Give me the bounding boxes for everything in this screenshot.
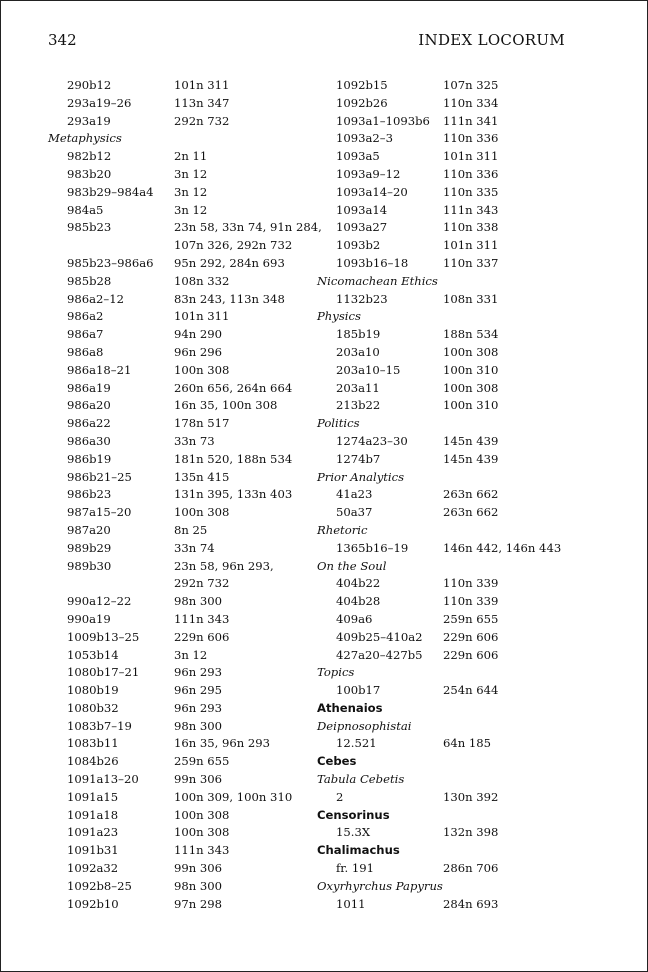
page-reference: 23n 58, 33n 74, 91n 284, bbox=[174, 220, 322, 235]
page-reference: 178n 517 bbox=[174, 416, 230, 431]
locus: 983b29–984a4 bbox=[67, 184, 154, 199]
page-reference: 96n 293 bbox=[174, 700, 223, 715]
index-entry bbox=[48, 682, 308, 700]
index-entry bbox=[48, 558, 308, 576]
index-entry bbox=[48, 415, 308, 433]
author-heading bbox=[317, 807, 617, 825]
author-heading bbox=[317, 842, 617, 860]
page-reference: 229n 606 bbox=[443, 629, 499, 644]
locus: 100b17 bbox=[336, 683, 381, 698]
index-entry bbox=[48, 273, 308, 291]
index-entry bbox=[317, 486, 617, 504]
page-reference: 94n 290 bbox=[174, 327, 223, 342]
page-reference: 2n 11 bbox=[174, 149, 208, 164]
page-reference: 97n 298 bbox=[174, 896, 223, 911]
index-entry bbox=[317, 789, 617, 807]
index-entry bbox=[48, 237, 308, 255]
locus: 986a2–12 bbox=[67, 291, 124, 306]
index-entry bbox=[317, 344, 617, 362]
locus: 982b12 bbox=[67, 149, 112, 164]
index-entry bbox=[48, 575, 308, 593]
locus: 1083b11 bbox=[67, 736, 119, 751]
locus: 213b22 bbox=[336, 398, 381, 413]
locus: 1053b14 bbox=[67, 647, 119, 662]
locus: 185b19 bbox=[336, 327, 381, 342]
author-name: Censorinus bbox=[317, 807, 390, 822]
locus: 986a19 bbox=[67, 380, 111, 395]
index-entry bbox=[317, 380, 617, 398]
locus: 989b29 bbox=[67, 540, 112, 555]
work-title: Metaphysics bbox=[48, 131, 122, 146]
locus: 1084b26 bbox=[67, 754, 119, 769]
index-entry bbox=[48, 522, 308, 540]
index-entry bbox=[48, 771, 308, 789]
index-entry bbox=[48, 397, 308, 415]
locus: 293a19 bbox=[67, 113, 111, 128]
index-entry bbox=[48, 166, 308, 184]
author-heading bbox=[317, 753, 617, 771]
page-reference: 101n 311 bbox=[443, 149, 499, 164]
locus: 985b23–986a6 bbox=[67, 255, 154, 270]
index-entry bbox=[317, 540, 617, 558]
locus: 1083b7–19 bbox=[67, 718, 132, 733]
locus: 1091a13–20 bbox=[67, 772, 139, 787]
page-reference: 259n 655 bbox=[174, 754, 230, 769]
index-entry bbox=[317, 896, 617, 914]
work-heading bbox=[317, 273, 617, 291]
locus: 1080b19 bbox=[67, 683, 119, 698]
index-entry bbox=[48, 896, 308, 914]
locus: 986b21–25 bbox=[67, 469, 132, 484]
author-name: Chalimachus bbox=[317, 843, 400, 858]
index-entry bbox=[48, 824, 308, 842]
index-entry bbox=[48, 789, 308, 807]
locus: 290b12 bbox=[67, 78, 112, 92]
index-entry bbox=[48, 148, 308, 166]
index-entry bbox=[48, 504, 308, 522]
index-entry bbox=[48, 700, 308, 718]
locus: 1092b15 bbox=[336, 78, 388, 92]
locus: 1092a32 bbox=[67, 861, 119, 876]
page-reference: 181n 520, 188n 534 bbox=[174, 451, 293, 466]
index-entry bbox=[48, 451, 308, 469]
index-entry bbox=[317, 451, 617, 469]
locus: 1093a1–1093b6 bbox=[336, 113, 430, 128]
index-entry bbox=[48, 95, 308, 113]
locus: 1093a2–3 bbox=[336, 131, 393, 146]
locus: 986a2 bbox=[67, 309, 104, 324]
index-entry bbox=[317, 824, 617, 842]
index-entry bbox=[317, 397, 617, 415]
page-reference: 292n 732 bbox=[174, 576, 230, 591]
index-entry bbox=[317, 593, 617, 611]
work-heading bbox=[317, 469, 617, 487]
index-entry bbox=[317, 504, 617, 522]
page-reference: 100n 308 bbox=[174, 505, 230, 520]
index-entry bbox=[48, 255, 308, 273]
page-reference: 188n 534 bbox=[443, 327, 499, 342]
locus: 409a6 bbox=[336, 611, 373, 626]
index-entry bbox=[48, 184, 308, 202]
page-reference: 3n 12 bbox=[174, 202, 208, 217]
locus: 1093a14–20 bbox=[336, 184, 408, 199]
locus: 1365b16–19 bbox=[336, 540, 409, 555]
page-reference: 100n 310 bbox=[443, 398, 499, 413]
index-entry bbox=[48, 291, 308, 309]
locus: 12.521 bbox=[336, 736, 377, 751]
locus: 986b19 bbox=[67, 451, 112, 466]
locus: 203a10 bbox=[336, 344, 380, 359]
page-reference: 110n 336 bbox=[443, 131, 499, 146]
page-reference: 95n 292, 284n 693 bbox=[174, 255, 285, 270]
locus: 986a20 bbox=[67, 398, 111, 413]
locus: 203a11 bbox=[336, 380, 380, 395]
page-reference: 98n 300 bbox=[174, 878, 223, 893]
index-entry bbox=[48, 629, 308, 647]
page-reference: 100n 308 bbox=[174, 825, 230, 840]
index-entry bbox=[48, 842, 308, 860]
index-entry bbox=[48, 219, 322, 237]
locus: 293a19–26 bbox=[67, 95, 132, 110]
index-entry bbox=[48, 753, 308, 771]
work-title: Oxyrhyrchus Papyrus bbox=[317, 878, 443, 893]
index-entry bbox=[317, 362, 617, 380]
index-entry bbox=[48, 469, 308, 487]
locus: 1093a9–12 bbox=[336, 166, 401, 181]
locus: 1093a27 bbox=[336, 220, 388, 235]
index-entry bbox=[317, 433, 617, 451]
page-reference: 98n 300 bbox=[174, 718, 223, 733]
index-entry bbox=[48, 878, 308, 896]
locus: 1274a23–30 bbox=[336, 433, 408, 448]
index-entry bbox=[317, 647, 617, 665]
index-entry bbox=[48, 77, 308, 95]
page-reference: 132n 398 bbox=[443, 825, 499, 840]
locus: 1092b8–25 bbox=[67, 878, 132, 893]
page-reference: 100n 308 bbox=[174, 362, 230, 377]
page-reference: 259n 655 bbox=[443, 611, 499, 626]
page-reference: 229n 606 bbox=[174, 629, 230, 644]
index-entry bbox=[317, 148, 617, 166]
page-reference: 100n 308 bbox=[443, 344, 499, 359]
index-entry bbox=[317, 611, 617, 629]
page-reference: 101n 311 bbox=[174, 309, 230, 324]
page-reference: 83n 243, 113n 348 bbox=[174, 291, 285, 306]
work-heading bbox=[317, 878, 617, 896]
work-title: Nicomachean Ethics bbox=[317, 273, 438, 288]
work-title: Politics bbox=[317, 416, 360, 431]
locus: 1093a14 bbox=[336, 202, 388, 217]
locus: 986a22 bbox=[67, 416, 111, 431]
locus: 1011 bbox=[336, 896, 366, 911]
page-reference: 3n 12 bbox=[174, 184, 208, 199]
page-reference: 110n 337 bbox=[443, 255, 499, 270]
author-heading bbox=[317, 700, 617, 718]
page-reference: 96n 295 bbox=[174, 683, 223, 698]
work-title: Rhetoric bbox=[317, 522, 368, 537]
locus: fr. 191 bbox=[336, 861, 375, 876]
page-reference: 107n 325 bbox=[443, 78, 499, 92]
index-entry bbox=[48, 807, 308, 825]
page-reference: 110n 339 bbox=[443, 594, 499, 609]
page-reference: 100n 308 bbox=[174, 807, 230, 822]
work-heading bbox=[48, 130, 308, 148]
index-entry bbox=[48, 202, 308, 220]
index-entry bbox=[317, 860, 617, 878]
index-entry bbox=[317, 237, 617, 255]
page-reference: 131n 395, 133n 403 bbox=[174, 487, 293, 502]
index-entry bbox=[317, 291, 617, 309]
index-entry bbox=[317, 735, 617, 753]
page-reference: 292n 732 bbox=[174, 113, 230, 128]
locus: 1092b10 bbox=[67, 896, 119, 911]
locus: 404b28 bbox=[336, 594, 381, 609]
page-reference: 23n 58, 96n 293, bbox=[174, 558, 274, 573]
page-reference: 110n 339 bbox=[443, 576, 499, 591]
locus: 1091a23 bbox=[67, 825, 119, 840]
page-reference: 110n 334 bbox=[443, 95, 499, 110]
page-reference: 100n 310 bbox=[443, 362, 499, 377]
index-column-left bbox=[48, 77, 322, 913]
work-heading bbox=[317, 522, 617, 540]
locus: 1093b16–18 bbox=[336, 255, 409, 270]
index-entry bbox=[48, 486, 308, 504]
locus: 203a10–15 bbox=[336, 362, 401, 377]
index-entry bbox=[317, 202, 617, 220]
locus: 986a8 bbox=[67, 344, 104, 359]
page-reference: 96n 293 bbox=[174, 665, 223, 680]
locus: 1009b13–25 bbox=[67, 629, 140, 644]
index-entry bbox=[317, 575, 617, 593]
page-reference: 33n 74 bbox=[174, 540, 215, 555]
page-reference: 130n 392 bbox=[443, 789, 499, 804]
locus: 987a20 bbox=[67, 522, 111, 537]
index-entry bbox=[317, 629, 617, 647]
page-reference: 98n 300 bbox=[174, 594, 223, 609]
locus: 1091b31 bbox=[67, 843, 119, 858]
index-entry bbox=[317, 77, 617, 95]
page-reference: 100n 308 bbox=[443, 380, 499, 395]
page-reference: 145n 439 bbox=[443, 451, 499, 466]
running-head: INDEX LOCORUM bbox=[418, 31, 565, 49]
index-entry bbox=[48, 433, 308, 451]
locus: 41a23 bbox=[336, 487, 373, 502]
page-reference: 3n 12 bbox=[174, 647, 208, 662]
work-title: On the Soul bbox=[317, 558, 387, 573]
page-reference: 111n 343 bbox=[443, 202, 499, 217]
locus: 427a20–427b5 bbox=[336, 647, 423, 662]
locus: 1080b32 bbox=[67, 700, 119, 715]
index-entry bbox=[317, 219, 617, 237]
page-reference: 110n 336 bbox=[443, 166, 499, 181]
work-title: Deipnosophistai bbox=[317, 718, 412, 733]
locus: 1274b7 bbox=[336, 451, 381, 466]
page-reference: 111n 343 bbox=[174, 843, 230, 858]
locus: 986a30 bbox=[67, 433, 111, 448]
work-heading bbox=[317, 664, 617, 682]
index-entry bbox=[48, 344, 308, 362]
locus: 985b23 bbox=[67, 220, 112, 235]
locus: 1093b2 bbox=[336, 238, 381, 253]
page-reference: 110n 335 bbox=[443, 184, 499, 199]
index-entry bbox=[48, 362, 308, 380]
page-reference: 101n 311 bbox=[174, 78, 230, 92]
page-reference: 254n 644 bbox=[443, 683, 499, 698]
locus: 986a7 bbox=[67, 327, 104, 342]
page-reference: 3n 12 bbox=[174, 166, 208, 181]
locus: 986b23 bbox=[67, 487, 112, 502]
locus: 1091a15 bbox=[67, 789, 119, 804]
locus: 1132b23 bbox=[336, 291, 388, 306]
locus: 1080b17–21 bbox=[67, 665, 140, 680]
page-reference: 263n 662 bbox=[443, 505, 499, 520]
locus: 983b20 bbox=[67, 166, 112, 181]
index-entry bbox=[48, 735, 308, 753]
page-reference: 113n 347 bbox=[174, 95, 230, 110]
index-entry bbox=[48, 611, 308, 629]
index-entry bbox=[48, 647, 308, 665]
work-title: Tabula Cebetis bbox=[317, 772, 405, 787]
locus: 990a19 bbox=[67, 611, 111, 626]
page-reference: 146n 442, 146n 443 bbox=[443, 540, 562, 555]
page-reference: 284n 693 bbox=[443, 896, 499, 911]
locus: 984a5 bbox=[67, 202, 104, 217]
page-reference: 108n 331 bbox=[443, 291, 499, 306]
page-reference: 16n 35, 100n 308 bbox=[174, 398, 278, 413]
locus: 1091a18 bbox=[67, 807, 119, 822]
work-heading bbox=[317, 558, 617, 576]
page-reference: 111n 341 bbox=[443, 113, 499, 128]
index-entry bbox=[48, 593, 308, 611]
page-number: 342 bbox=[48, 31, 77, 49]
index-entry bbox=[48, 113, 308, 131]
work-heading bbox=[317, 308, 617, 326]
index-entry bbox=[317, 95, 617, 113]
index-entry bbox=[48, 326, 308, 344]
page-reference: 108n 332 bbox=[174, 273, 230, 288]
index-entry bbox=[48, 308, 308, 326]
page-reference: 111n 343 bbox=[174, 611, 230, 626]
index-entry bbox=[48, 718, 308, 736]
locus: 987a15–20 bbox=[67, 505, 132, 520]
index-entry bbox=[317, 255, 617, 273]
index-entry bbox=[317, 184, 617, 202]
locus: 2 bbox=[336, 789, 344, 804]
page-reference: 100n 309, 100n 310 bbox=[174, 789, 293, 804]
work-heading bbox=[317, 771, 617, 789]
page-reference: 110n 338 bbox=[443, 220, 499, 235]
locus: 990a12–22 bbox=[67, 594, 132, 609]
page-reference: 286n 706 bbox=[443, 861, 499, 876]
page-reference: 229n 606 bbox=[443, 647, 499, 662]
author-name: Cebes bbox=[317, 754, 357, 769]
page-reference: 260n 656, 264n 664 bbox=[174, 380, 293, 395]
author-name: Athenaios bbox=[317, 700, 383, 715]
index-entry bbox=[48, 380, 308, 398]
page-reference: 107n 326, 292n 732 bbox=[174, 238, 293, 253]
page-reference: 99n 306 bbox=[174, 772, 223, 787]
page-reference: 8n 25 bbox=[174, 522, 208, 537]
locus: 986a18–21 bbox=[67, 362, 132, 377]
index-column-right bbox=[317, 77, 617, 913]
page-reference: 96n 296 bbox=[174, 344, 223, 359]
work-title: Topics bbox=[317, 665, 355, 680]
index-entry bbox=[48, 664, 308, 682]
locus: 1093a5 bbox=[336, 149, 380, 164]
page-reference: 64n 185 bbox=[443, 736, 492, 751]
page-reference: 101n 311 bbox=[443, 238, 499, 253]
page-reference: 145n 439 bbox=[443, 433, 499, 448]
index-entry bbox=[48, 540, 308, 558]
locus: 989b30 bbox=[67, 558, 112, 573]
work-title: Prior Analytics bbox=[317, 469, 405, 484]
index-entry bbox=[317, 682, 617, 700]
work-heading bbox=[317, 415, 617, 433]
work-title: Physics bbox=[317, 309, 361, 324]
work-heading bbox=[317, 718, 617, 736]
locus: 15.3X bbox=[336, 825, 371, 840]
index-entry bbox=[317, 326, 617, 344]
index-entry bbox=[48, 860, 308, 878]
index-entry bbox=[317, 130, 617, 148]
page-reference: 16n 35, 96n 293 bbox=[174, 736, 271, 751]
index-entry bbox=[317, 166, 617, 184]
locus: 985b28 bbox=[67, 273, 112, 288]
locus: 409b25–410a2 bbox=[336, 629, 423, 644]
index-entry bbox=[317, 113, 617, 131]
page-reference: 99n 306 bbox=[174, 861, 223, 876]
locus: 404b22 bbox=[336, 576, 381, 591]
page-reference: 135n 415 bbox=[174, 469, 230, 484]
page-reference: 263n 662 bbox=[443, 487, 499, 502]
locus: 1092b26 bbox=[336, 95, 388, 110]
page-reference: 33n 73 bbox=[174, 433, 215, 448]
locus: 50a37 bbox=[336, 505, 373, 520]
